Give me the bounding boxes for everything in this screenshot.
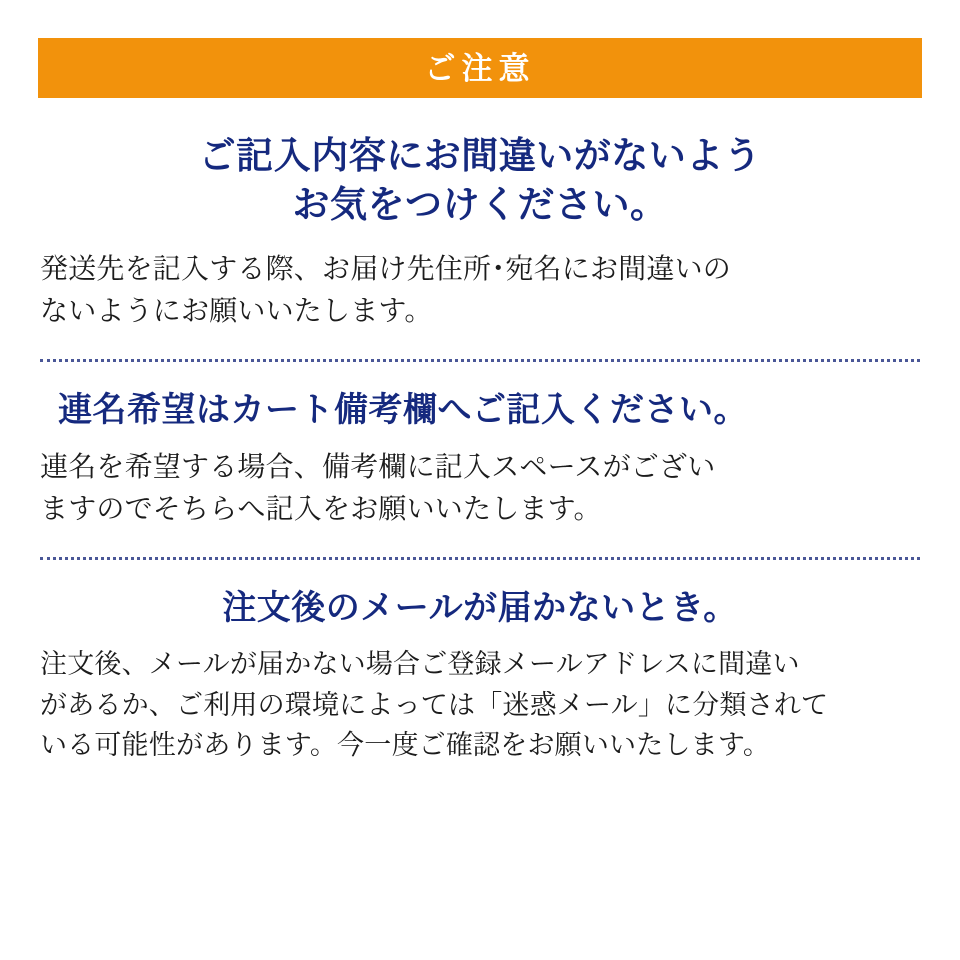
section-email-not-received <box>40 586 920 766</box>
section-2-body-line-2: ますのでそちらへ記入をお願いいたします。 <box>40 493 602 525</box>
section-3-body-line-3: いる可能性があります。今一度ご確認をお願いいたします。 <box>40 730 771 761</box>
section-3-body-line-2: があるか、ご利用の環境によっては「迷惑メール」に分類されて <box>40 689 829 720</box>
section-3-body-line-1: 注文後、メールが届かない場合ご登録メールアドレスに間違い <box>40 649 800 680</box>
section-1-heading <box>40 132 920 230</box>
section-joint-name-request <box>40 388 920 531</box>
notice-banner <box>38 38 922 98</box>
section-2-body <box>40 446 920 531</box>
section-3-heading: 注文後のメールが届かないとき。 <box>222 589 738 628</box>
section-1-heading-line-1: ご記入内容にお間違いがないよう <box>198 135 762 176</box>
section-3-body <box>40 644 920 766</box>
divider-1 <box>40 359 920 362</box>
notice-content <box>40 118 920 766</box>
section-1-body-line-2: ないようにお願いいたします。 <box>40 295 433 327</box>
section-1-heading-line-2: お気をつけください。 <box>292 183 668 225</box>
section-1-body <box>40 248 920 333</box>
section-2-heading: 連名希望はカート備考欄へご記入ください。 <box>58 390 748 429</box>
section-1-body-line-1: 発送先を記入する際、お届け先住所･宛名にお間違いの <box>40 252 732 284</box>
section-2-body-line-1: 連名を希望する場合、備考欄に記入スペースがござい <box>40 450 716 482</box>
divider-2 <box>40 557 920 560</box>
section-address-confirmation <box>40 132 920 333</box>
banner-title: ご注意 <box>424 50 536 86</box>
